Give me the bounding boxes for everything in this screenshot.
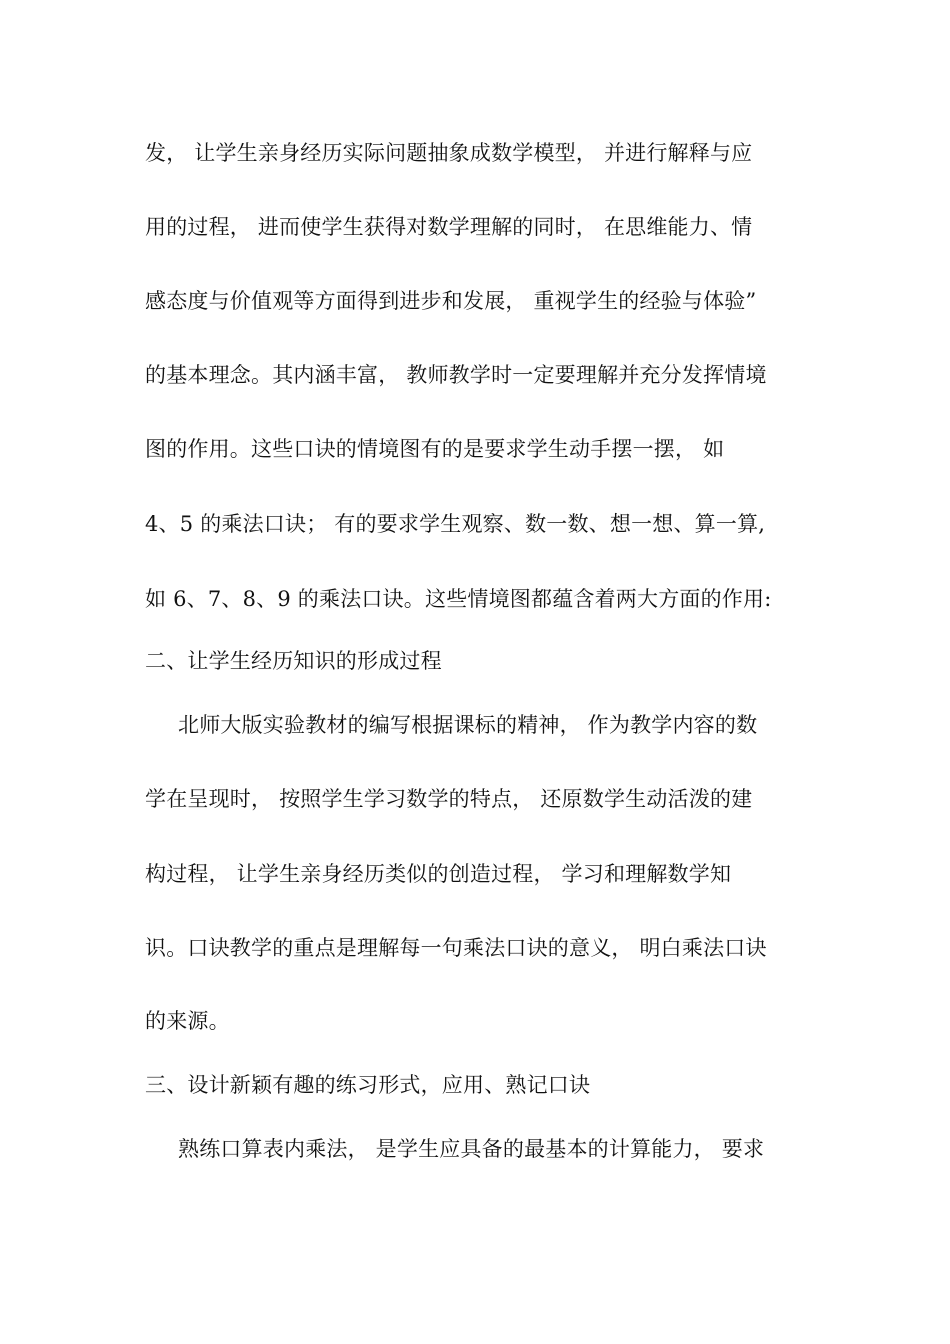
paragraph-line: 熟练口算表内乘法， 是学生应具备的最基本的计算能力， 要求 xyxy=(178,1137,765,1161)
paragraph-line: 的来源。 xyxy=(145,1009,230,1033)
section-heading: 三、设计新颖有趣的练习形式，应用、熟记口诀 xyxy=(145,1073,591,1097)
section-heading: 二、让学生经历知识的形成过程 xyxy=(145,649,442,673)
paragraph-line: 4、5 的乘法口诀； 有的要求学生观察、数一数、想一想、算一算, xyxy=(145,512,766,536)
paragraph-line: 的基本理念。其内涵丰富， 教师教学时一定要理解并充分发挥情境 xyxy=(145,363,767,387)
paragraph-line: 北师大版实验教材的编写根据课标的精神， 作为教学内容的数 xyxy=(178,713,758,737)
paragraph-line: 学在呈现时， 按照学生学习数学的特点， 还原数学生动活泼的建 xyxy=(145,787,753,811)
paragraph-line: 发， 让学生亲身经历实际问题抽象成数学模型， 并进行解释与应 xyxy=(145,141,753,165)
paragraph-line: 如 6、7、8、9 的乘法口诀。这些情境图都蕴含着两大方面的作用: xyxy=(145,587,772,611)
paragraph-line: 图的作用。这些口诀的情境图有的是要求学生动手摆一摆， 如 xyxy=(145,437,725,461)
paragraph-line: 用的过程， 进而使学生获得对数学理解的同时， 在思维能力、情 xyxy=(145,215,753,239)
paragraph-line: 感态度与价值观等方面得到进步和发展， 重视学生的经验与体验” xyxy=(145,289,757,313)
paragraph-line: 识。口诀教学的重点是理解每一句乘法口诀的意义， 明白乘法口诀 xyxy=(145,936,767,960)
paragraph-line: 构过程， 让学生亲身经历类似的创造过程， 学习和理解数学知 xyxy=(145,862,732,886)
